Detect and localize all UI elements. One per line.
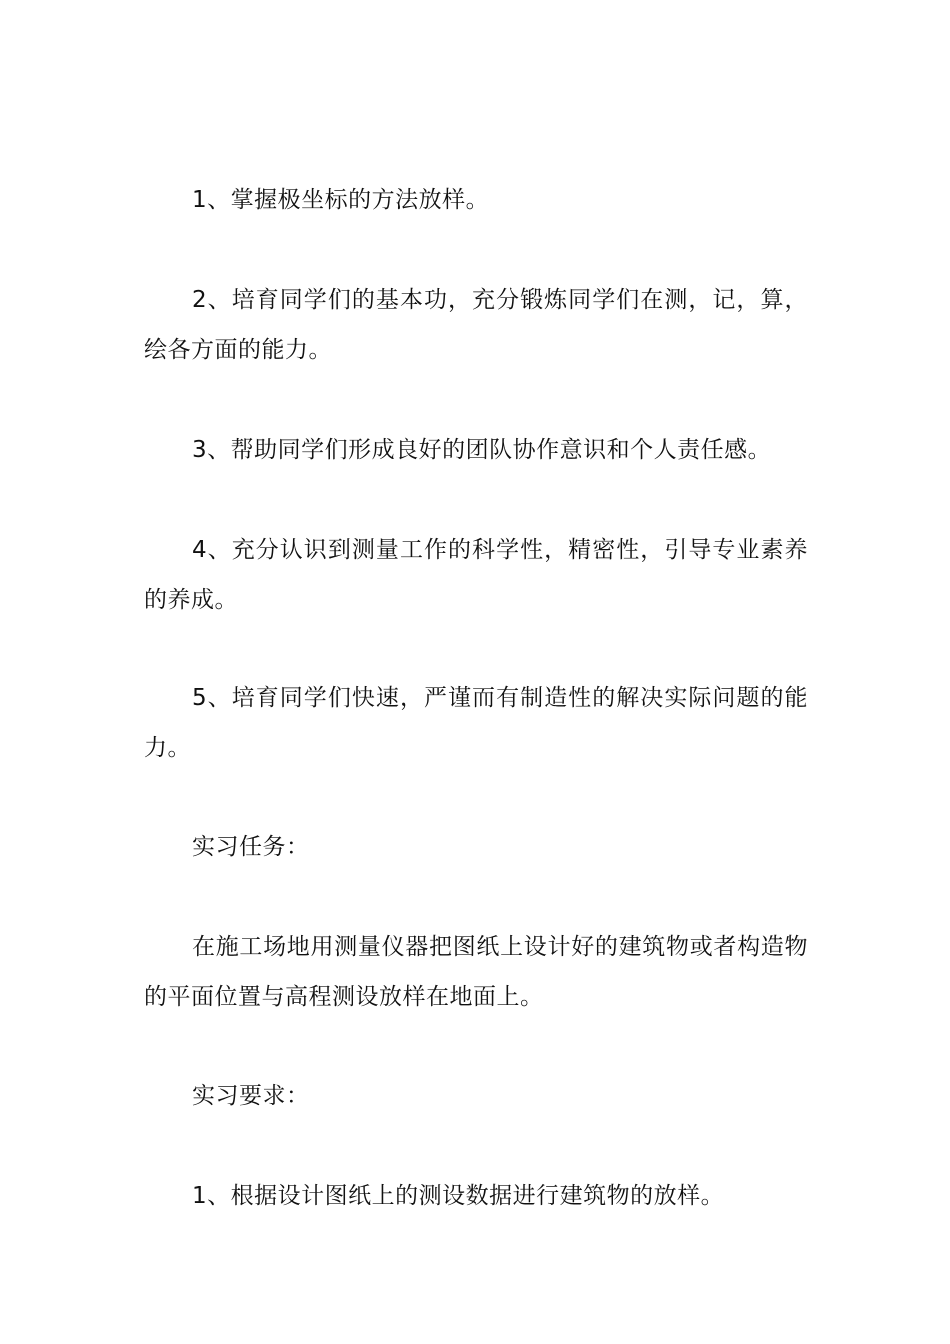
objective-1: 1、掌握极坐标的方法放样。	[192, 187, 490, 213]
requirement-1: 1、根据设计图纸上的测设数据进行建筑物的放样。	[192, 1183, 725, 1209]
section-heading-task: 实习任务：	[192, 834, 310, 860]
task-description: 在施工场地用测量仪器把图纸上设计好的建筑物或者构造物的平面位置与高程测设放样在地面上。	[144, 934, 808, 1010]
objective-4: 4、充分认识到测量工作的科学性，精密性，引导专业素养的养成。	[144, 537, 808, 613]
objective-3: 3、帮助同学们形成良好的团队协作意识和个人责任感。	[192, 437, 772, 463]
section-heading-requirements: 实习要求：	[192, 1083, 310, 1109]
objective-2: 2、培育同学们的基本功，充分锻炼同学们在测，记，算，绘各方面的能力。	[144, 287, 808, 363]
objective-5: 5、培育同学们快速，严谨而有制造性的解决实际问题的能力。	[144, 685, 808, 761]
